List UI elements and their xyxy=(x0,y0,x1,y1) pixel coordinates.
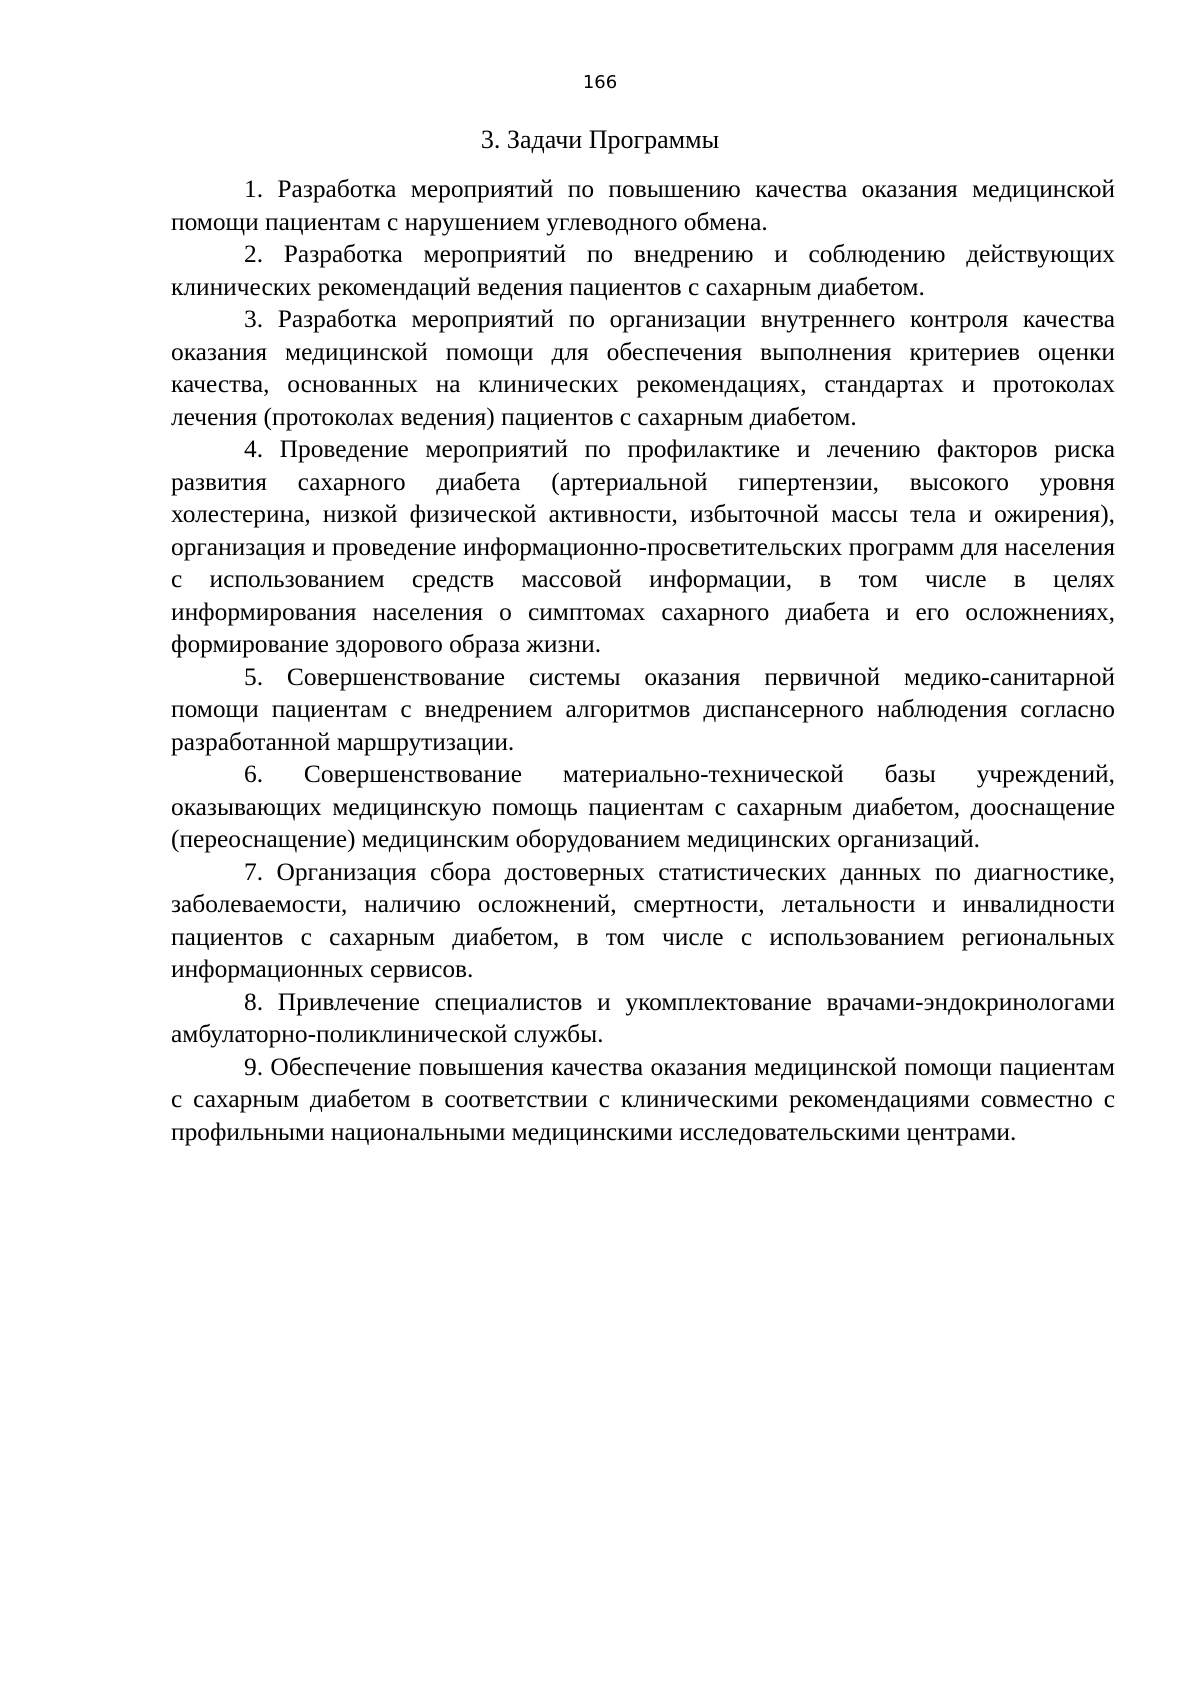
task-paragraph-6: 6. Совершенствование материально-технической базы учреждений, оказывающих медицинскую помощь пациентам с сахарным диабетом, дооснащение (переоснащение) медицинским оборудованием медицинских организаций. xyxy=(171,760,1115,853)
task-paragraph-9: 9. Обеспечение повышения качества оказания медицинской помощи пациентам с сахарным диабетом в соответствии с клиническими рекомендациями совместно с профильными национальными медицинскими исследовательскими центрами. xyxy=(171,1052,1115,1146)
page-number: 166 xyxy=(582,72,618,93)
task-paragraph-3: 3. Разработка мероприятий по организации внутреннего контроля качества оказания медицинской помощи для обеспечения выполнения критериев оценки качества, основанных на клинических рекомендациях, стандартах и протоколах лечения (протоколах ведения) пациентов с сахарным диабетом. xyxy=(171,305,1115,431)
task-paragraph-5: 5. Совершенствование системы оказания первичной медико-санитарной помощи пациентам с внедрением алгоритмов диспансерного наблюдения согласно разработанной маршрутизации. xyxy=(171,662,1115,756)
task-paragraph-2: 2. Разработка мероприятий по внедрению и соблюдению действующих клинических рекомендаций ведения пациентов с сахарным диабетом. xyxy=(171,240,1115,301)
task-paragraph-1: 1. Разработка мероприятий по повышению качества оказания медицинской помощи пациентам с нарушением углеводного обмена. xyxy=(171,175,1115,236)
task-paragraph-4: 4. Проведение мероприятий по профилактике и лечению факторов риска развития сахарного диабета (артериальной гипертензии, высокого уровня холестерина, низкой физической активности, избыточной массы тела и ожирения), организация и проведение информационно-просветительских программ для населения с использованием средств массовой информации, в том числе в целях информирования населения о симптомах сахарного диабета и его осложнениях, формирование здорового образа жизни. xyxy=(171,435,1115,658)
task-paragraph-7: 7. Организация сбора достоверных статистических данных по диагностике, заболеваемости, наличию осложнений, смертности, летальности и инвалидности пациентов с сахарным диабетом, в том числе с использованием региональных информационных сервисов. xyxy=(171,857,1115,983)
task-paragraph-8: 8. Привлечение специалистов и укомплектование врачами-эндокринологами амбулаторно-поликлинической службы. xyxy=(171,987,1115,1048)
tasks-list xyxy=(171,173,1115,1148)
section-title: 3. Задачи Программы xyxy=(480,125,720,154)
